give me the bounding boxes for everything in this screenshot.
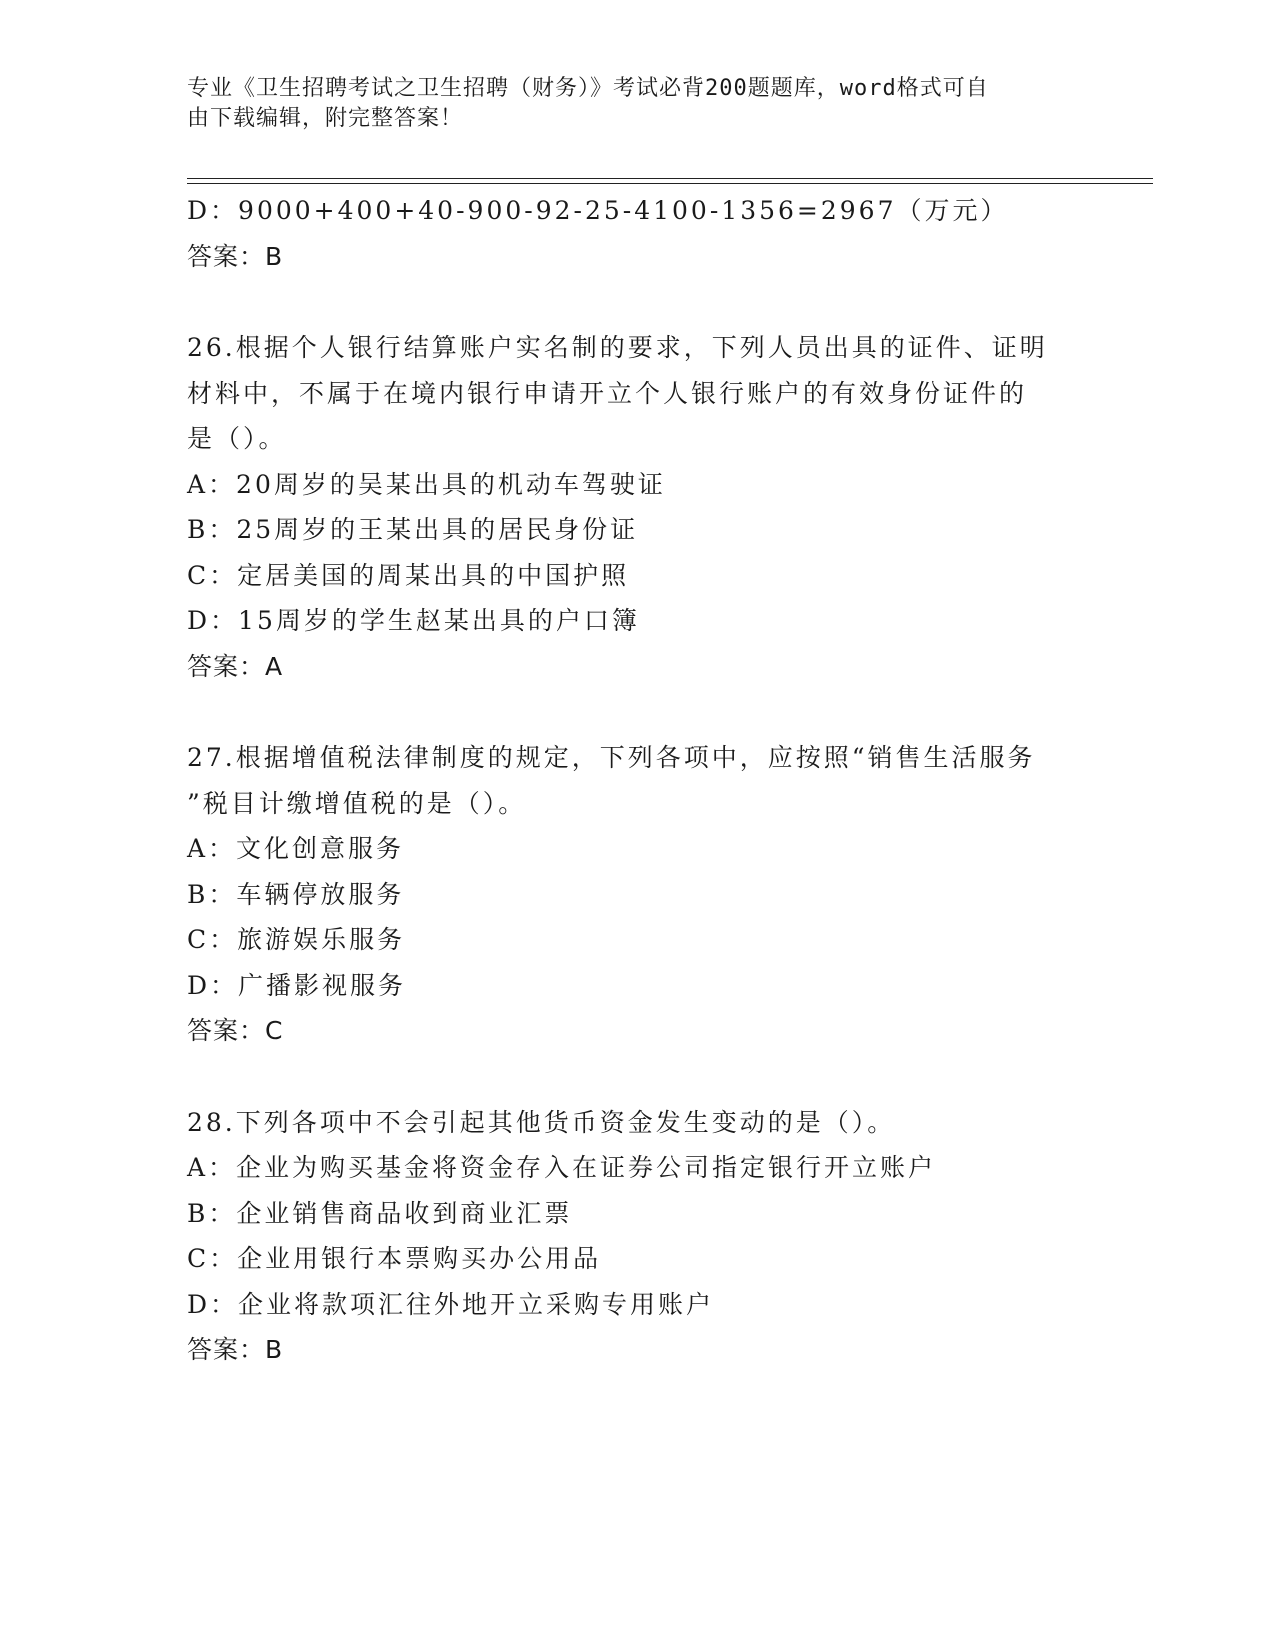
header-rule-top bbox=[187, 178, 1153, 179]
option-a: A：文化创意服务 bbox=[187, 834, 405, 863]
option-d: D：广播影视服务 bbox=[187, 970, 407, 1000]
answer-line: 答案：A bbox=[187, 651, 284, 681]
question-text: 28.下列各项中不会引起其他货币资金发生变动的是（）。 bbox=[187, 1107, 896, 1137]
question-27 bbox=[187, 735, 1087, 1054]
answer-line: 答案：B bbox=[187, 1335, 284, 1364]
option-c: C：定居美国的周某出具的中国护照 bbox=[187, 560, 630, 590]
question-28 bbox=[187, 1100, 1087, 1373]
spacer bbox=[187, 689, 1087, 735]
header-line-1: 专业《卫生招聘考试之卫生招聘（财务）》考试必背200题题库，word格式可自 bbox=[187, 76, 989, 101]
questions-content bbox=[187, 188, 1087, 1373]
page-header bbox=[187, 74, 1067, 134]
option-c: C：旅游娱乐服务 bbox=[187, 925, 406, 954]
option-c: C：企业用银行本票购买办公用品 bbox=[187, 1244, 602, 1273]
spacer bbox=[187, 279, 1087, 325]
question-text: 26.根据个人银行结算账户实名制的要求，下列人员出具的证件、证明 bbox=[187, 333, 1048, 362]
answer-line: 答案：C bbox=[187, 1016, 284, 1045]
option-b: B：25周岁的王某出具的居民身份证 bbox=[187, 515, 639, 544]
question-text: 27.根据增值税法律制度的规定，下列各项中，应按照“销售生活服务 bbox=[187, 743, 1036, 772]
question-text: 是（）。 bbox=[187, 424, 287, 453]
question-text: ”税目计缴增值税的是（）。 bbox=[187, 788, 527, 818]
answer-line: 答案：B bbox=[187, 241, 284, 271]
option-a: A：20周岁的吴某出具的机动车驾驶证 bbox=[187, 469, 666, 499]
spacer bbox=[187, 1054, 1087, 1100]
question-26 bbox=[187, 325, 1087, 689]
option-d: D：9000+400+40-900-92-25-4100-1356=2967（万元） bbox=[187, 196, 1009, 225]
question-text: 材料中，不属于在境内银行申请开立个人银行账户的有效身份证件的 bbox=[187, 378, 1028, 408]
option-a: A：企业为购买基金将资金存入在证券公司指定银行开立账户 bbox=[187, 1153, 937, 1182]
header-line-2: 由下载编辑，附完整答案！ bbox=[187, 106, 464, 131]
option-b: B：车辆停放服务 bbox=[187, 879, 405, 909]
option-b: B：企业销售商品收到商业汇票 bbox=[187, 1198, 573, 1228]
option-d: D：15周岁的学生赵某出具的户口簿 bbox=[187, 606, 640, 635]
previous-question-tail bbox=[187, 188, 1087, 279]
header-rule-bottom bbox=[187, 183, 1153, 184]
option-d: D：企业将款项汇往外地开立采购专用账户 bbox=[187, 1289, 715, 1319]
